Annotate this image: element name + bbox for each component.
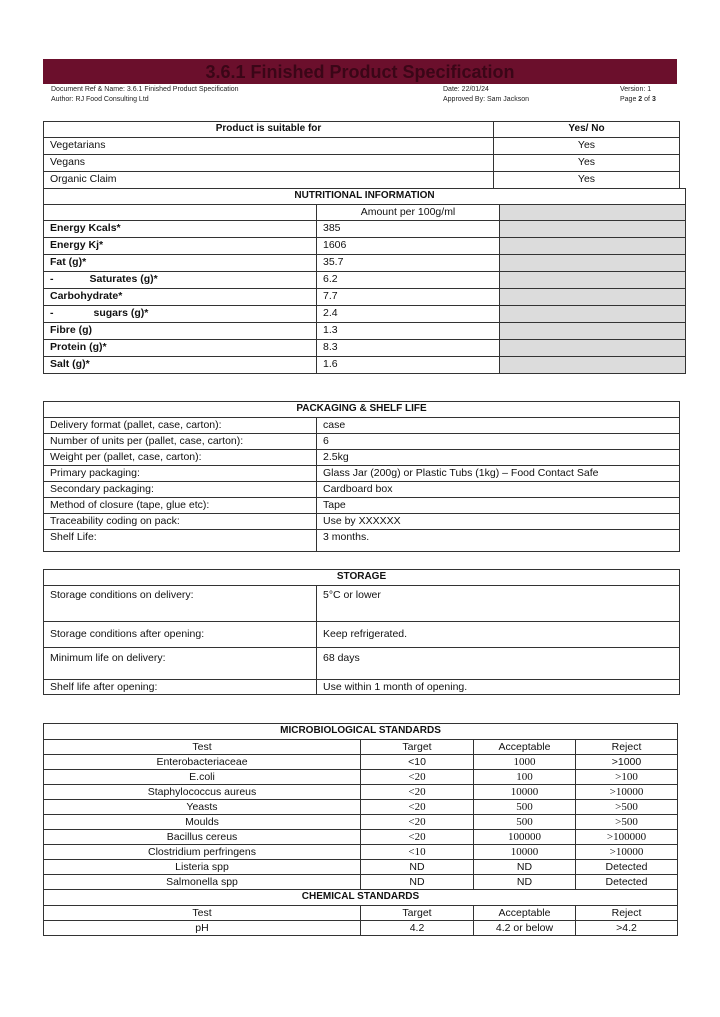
packaging-label: Traceability coding on pack: [44, 514, 317, 530]
chemical-row [44, 921, 678, 936]
storage-value: 68 days [317, 648, 680, 680]
nutrient-sublabel: sugars (g)* [93, 307, 149, 319]
micro-row [44, 815, 678, 830]
test-name: Moulds [44, 815, 361, 830]
grey-cell [500, 221, 686, 238]
col-target: Target [361, 740, 474, 755]
target-value: ND [361, 860, 474, 875]
packaging-label: Shelf Life: [44, 530, 317, 552]
suitability-row [44, 172, 680, 189]
storage-heading: STORAGE [44, 570, 680, 586]
nutrient-sublabel: Saturates (g)* [89, 273, 158, 285]
nutrition-row [44, 357, 686, 374]
doc-ref: Document Ref & Name: 3.6.1 Finished Product Specification [51, 86, 239, 93]
packaging-label: Delivery format (pallet, case, carton): [44, 418, 317, 434]
packaging-row [44, 530, 680, 552]
acceptable-value: 10000 [474, 845, 576, 860]
micro-row [44, 800, 678, 815]
suitability-value: Yes [494, 155, 680, 172]
acceptable-value: 100 [474, 770, 576, 785]
test-name: pH [44, 921, 361, 936]
nutrient-value: 8.3 [317, 340, 500, 357]
version: Version: 1 [620, 86, 652, 93]
acceptable-value: 100000 [474, 830, 576, 845]
test-name: Enterobacteriaceae [44, 755, 361, 770]
grey-cell [500, 272, 686, 289]
nutrition-row [44, 340, 686, 357]
packaging-row [44, 498, 680, 514]
nutrient-label: Carbohydrate* [44, 289, 317, 306]
suitability-value: Yes [494, 138, 680, 155]
packaging-label: Secondary packaging: [44, 482, 317, 498]
packaging-row [44, 482, 680, 498]
suitability-row [44, 155, 680, 172]
micro-row [44, 785, 678, 800]
nutrient-label [44, 306, 317, 323]
target-value: ND [361, 875, 474, 890]
nutrition-row [44, 323, 686, 340]
amount-header: Amount per 100g/ml [317, 205, 500, 221]
storage-label: Storage conditions after opening: [44, 622, 317, 648]
nutrient-value: 1.6 [317, 357, 500, 374]
col-acceptable: Acceptable [474, 906, 576, 921]
packaging-label: Number of units per (pallet, case, carton): [44, 434, 317, 450]
test-name: Clostridium perfringens [44, 845, 361, 860]
packaging-heading: PACKAGING & SHELF LIFE [44, 402, 680, 418]
reject-value: Detected [576, 860, 678, 875]
micro-row [44, 755, 678, 770]
nutrient-value: 2.4 [317, 306, 500, 323]
suitability-col-yes-no: Yes/ No [494, 122, 680, 138]
packaging-row [44, 514, 680, 530]
packaging-label: Primary packaging: [44, 466, 317, 482]
grey-cell [500, 238, 686, 255]
test-name: Listeria spp [44, 860, 361, 875]
suitability-heading: Product is suitable for [44, 122, 494, 138]
packaging-row [44, 466, 680, 482]
packaging-value: case [317, 418, 680, 434]
nutrient-value: 7.7 [317, 289, 500, 306]
packaging-value: 2.5kg [317, 450, 680, 466]
reject-value: >1000 [576, 755, 678, 770]
reject-value: >100000 [576, 830, 678, 845]
target-value: <20 [361, 815, 474, 830]
packaging-value: 6 [317, 434, 680, 450]
packaging-label: Weight per (pallet, case, carton): [44, 450, 317, 466]
micro-row [44, 845, 678, 860]
target-value: 4.2 [361, 921, 474, 936]
test-name: Salmonella spp [44, 875, 361, 890]
doc-date: Date: 22/01/24 [443, 86, 489, 93]
acceptable-value: 500 [474, 800, 576, 815]
packaging-value: Use by XXXXXX [317, 514, 680, 530]
reject-value: Detected [576, 875, 678, 890]
target-value: <20 [361, 770, 474, 785]
target-value: <20 [361, 830, 474, 845]
test-name: Yeasts [44, 800, 361, 815]
reject-value: >10000 [576, 845, 678, 860]
target-value: <20 [361, 800, 474, 815]
approved-by: Approved By: Sam Jackson [443, 96, 529, 103]
storage-label: Minimum life on delivery: [44, 648, 317, 680]
acceptable-value: 10000 [474, 785, 576, 800]
packaging-value: Glass Jar (200g) or Plastic Tubs (1kg) – Food Contact Safe [317, 466, 680, 482]
grey-cell [500, 205, 686, 221]
storage-table [43, 569, 680, 695]
nutrition-row [44, 272, 686, 289]
nutrient-label: Protein (g)* [44, 340, 317, 357]
acceptable-value: ND [474, 860, 576, 875]
col-test: Test [44, 740, 361, 755]
nutrition-row [44, 221, 686, 238]
target-value: <10 [361, 845, 474, 860]
grey-cell [500, 323, 686, 340]
grey-cell [500, 255, 686, 272]
reject-value: >10000 [576, 785, 678, 800]
reject-value: >100 [576, 770, 678, 785]
target-value: <10 [361, 755, 474, 770]
packaging-label: Method of closure (tape, glue etc): [44, 498, 317, 514]
nutrition-row [44, 306, 686, 323]
acceptable-value: 500 [474, 815, 576, 830]
storage-value: Use within 1 month of opening. [317, 680, 680, 695]
test-name: Staphylococcus aureus [44, 785, 361, 800]
packaging-value: Cardboard box [317, 482, 680, 498]
nutrition-row [44, 238, 686, 255]
nutrition-row [44, 289, 686, 306]
micro-row [44, 860, 678, 875]
micro-row [44, 770, 678, 785]
nutrient-value: 35.7 [317, 255, 500, 272]
test-name: E.coli [44, 770, 361, 785]
nutrient-label [44, 272, 317, 289]
chemical-header-row [44, 906, 678, 921]
micro-heading: MICROBIOLOGICAL STANDARDS [44, 724, 678, 740]
storage-row [44, 586, 680, 622]
col-reject: Reject [576, 906, 678, 921]
storage-label: Shelf life after opening: [44, 680, 317, 695]
grey-cell [500, 357, 686, 374]
nutrient-label: Salt (g)* [44, 357, 317, 374]
nutrition-row [44, 255, 686, 272]
suitability-label: Organic Claim [44, 172, 494, 189]
col-reject: Reject [576, 740, 678, 755]
packaging-row [44, 418, 680, 434]
reject-value: >4.2 [576, 921, 678, 936]
storage-value: 5°C or lower [317, 586, 680, 622]
suitability-row [44, 138, 680, 155]
col-target: Target [361, 906, 474, 921]
packaging-table [43, 401, 680, 552]
acceptable-value: ND [474, 875, 576, 890]
chemical-heading: CHEMICAL STANDARDS [44, 890, 678, 906]
nutrient-label: Fat (g)* [44, 255, 317, 272]
packaging-value: Tape [317, 498, 680, 514]
nutrient-value: 385 [317, 221, 500, 238]
nutrition-blank [44, 205, 317, 221]
grey-cell [500, 340, 686, 357]
micro-row [44, 830, 678, 845]
suitability-label: Vegans [44, 155, 494, 172]
nutrient-label: Fibre (g) [44, 323, 317, 340]
reject-value: >500 [576, 815, 678, 830]
nutrition-heading: NUTRITIONAL INFORMATION [44, 189, 686, 205]
nutrient-label: Energy Kcals* [44, 221, 317, 238]
nutrient-value: 1.3 [317, 323, 500, 340]
storage-row [44, 648, 680, 680]
page-number: Page 2 of 3 [620, 96, 656, 103]
suitability-label: Vegetarians [44, 138, 494, 155]
packaging-value: 3 months. [317, 530, 680, 552]
packaging-row [44, 450, 680, 466]
acceptable-value: 1000 [474, 755, 576, 770]
author: Author: RJ Food Consulting Ltd [51, 96, 149, 103]
storage-value: Keep refrigerated. [317, 622, 680, 648]
grey-cell [500, 289, 686, 306]
sub-dash: - [50, 273, 54, 285]
micro-row [44, 875, 678, 890]
col-acceptable: Acceptable [474, 740, 576, 755]
nutrient-value: 6.2 [317, 272, 500, 289]
sub-dash: - [50, 307, 54, 319]
packaging-row [44, 434, 680, 450]
storage-row [44, 680, 680, 695]
storage-label: Storage conditions on delivery: [44, 586, 317, 622]
reject-value: >500 [576, 800, 678, 815]
suitability-value: Yes [494, 172, 680, 189]
document-title: 3.6.1 Finished Product Specification [43, 59, 677, 84]
storage-row [44, 622, 680, 648]
nutrient-value: 1606 [317, 238, 500, 255]
standards-table [43, 723, 678, 936]
test-name: Bacillus cereus [44, 830, 361, 845]
acceptable-value: 4.2 or below [474, 921, 576, 936]
nutrient-label: Energy Kj* [44, 238, 317, 255]
micro-header-row [44, 740, 678, 755]
grey-cell [500, 306, 686, 323]
nutrition-table [43, 188, 686, 374]
col-test: Test [44, 906, 361, 921]
suitability-table [43, 121, 680, 189]
target-value: <20 [361, 785, 474, 800]
